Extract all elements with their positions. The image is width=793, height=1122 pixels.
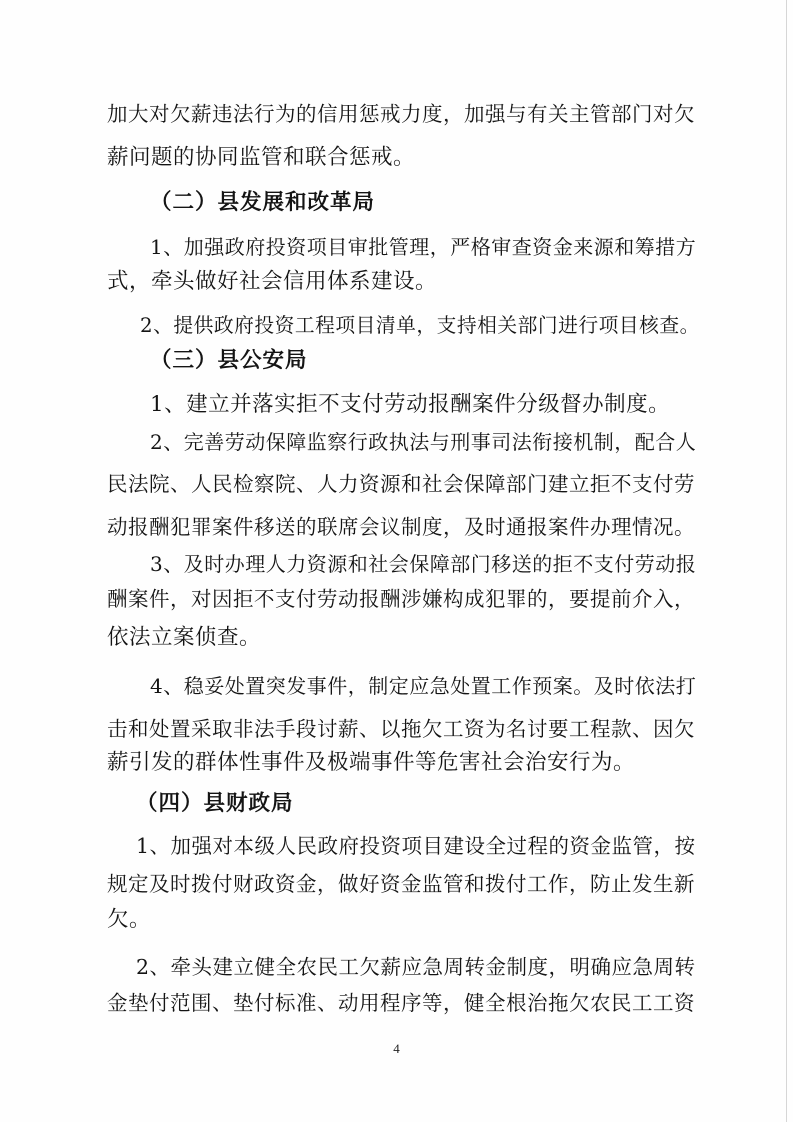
body-line: 式，牵头做好社会信用体系建设。 [107,269,438,294]
body-line: 4、稳妥处置突发事件，制定应急处置工作预案。及时依法打 [150,674,697,698]
section-heading: （四）县财政局 [136,791,294,816]
body-line: 1、建立并落实拒不支付劳动报酬案件分级督办制度。 [150,392,671,417]
body-line: 击和处置采取非法手段讨薪、以拖欠工资为名讨要工程款、因欠 [107,717,695,741]
body-line: 3、及时办理人力资源和社会保障部门移送的拒不支付劳动报 [150,552,697,576]
body-line: 1、加强政府投资项目审批管理，严格审查资金来源和筹措方 [150,235,697,259]
page-number: 4 [393,1041,400,1056]
body-line: 规定及时拨付财政资金，做好资金监管和拨付工作，防止发生新 [107,872,695,896]
body-line: 2、牵头建立健全农民工欠薪应急周转金制度，明确应急周转 [136,955,696,979]
body-line: 薪引发的群体性事件及极端事件等危害社会治安行为。 [107,750,636,775]
body-line: 1、加强对本级人民政府投资项目建设全过程的资金监管，按 [136,834,696,858]
section-heading: （二）县发展和改革局 [150,190,376,215]
body-line: 酬案件，对因拒不支付劳动报酬涉嫌构成犯罪的，要提前介入， [107,587,695,611]
scan-edge-line [786,0,787,1122]
body-line: 2、提供政府投资工程项目清单，支持相关部门进行项目核查。 [140,314,700,337]
body-line: 薪问题的协同监管和联合惩戒。 [107,145,416,170]
body-line: 民法院、人民检察院、人力资源和社会保障部门建立拒不支付劳 [107,472,695,496]
body-line: 欠。 [107,907,152,932]
body-line: 加大对欠薪违法行为的信用惩戒力度，加强与有关主管部门对欠 [107,102,695,126]
body-line: 金垫付范围、垫付标准、动用程序等，健全根治拖欠农民工工资 [107,991,695,1015]
body-line: 依法立案侦查。 [107,625,262,650]
body-line: 2、完善劳动保障监察行政执法与刑事司法衔接机制，配合人 [150,430,697,454]
section-heading: （三）县公安局 [150,348,308,373]
body-line: 动报酬犯罪案件移送的联席会议制度，及时通报案件办理情况。 [107,515,695,539]
